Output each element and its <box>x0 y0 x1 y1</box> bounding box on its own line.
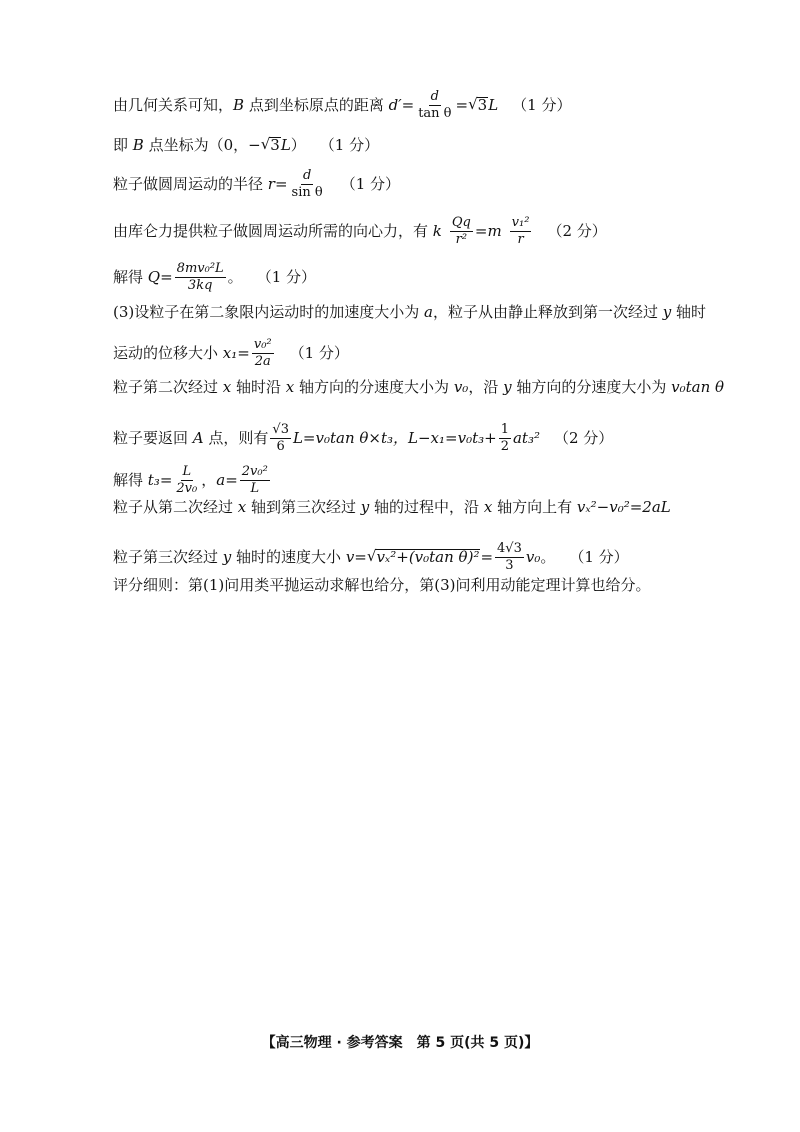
line-return-to-A <box>113 423 613 453</box>
numerator: 2v₀² <box>241 464 268 479</box>
sqrt-expression: √ vₓ²+(v₀tan θ)² <box>366 547 480 567</box>
equation: at₃² <box>512 428 540 447</box>
denominator: L <box>250 480 260 496</box>
points-label: （1 分） <box>340 174 401 193</box>
equals: = <box>354 547 367 566</box>
text: 运动的位移大小 <box>113 343 223 362</box>
var-L: L <box>280 135 291 154</box>
equals: = <box>225 470 238 489</box>
var-m: m <box>487 221 502 240</box>
text: 轴时沿 <box>231 378 286 396</box>
fraction-d-over-tan <box>416 90 453 120</box>
text: 粒子从第二次经过 <box>113 498 238 516</box>
var-x: x <box>285 378 295 396</box>
var-x1: x₁ <box>222 343 238 362</box>
numerator: d <box>430 89 439 104</box>
text: ， <box>201 470 217 489</box>
var-Q: Q <box>147 267 161 286</box>
line-final-speed <box>113 542 629 572</box>
line-displacement-x1 <box>113 338 349 368</box>
expr-v0-tan: v₀tan θ <box>671 378 725 396</box>
text: (3)设粒子在第二象限内运动时的加速度大小为 <box>113 303 425 321</box>
var-x: x <box>237 498 247 516</box>
denominator: tan θ <box>418 105 452 121</box>
var-v0: v₀ <box>453 378 469 396</box>
text: 轴方向的分速度大小为 <box>511 378 672 396</box>
var-y: y <box>662 303 672 321</box>
sqrt-arg: 3 <box>477 96 488 115</box>
denominator: 3 <box>505 557 514 573</box>
var-x: x <box>483 498 493 516</box>
page-footer: 【高三物理 · 参考答案 第 5 页(共 5 页)】 <box>261 1035 539 1051</box>
var-y: y <box>360 498 370 516</box>
fraction-Q-value <box>175 262 226 292</box>
numerator: v₀² <box>253 337 272 352</box>
points-label: （2 分） <box>553 428 614 447</box>
var-a: a <box>216 470 226 489</box>
equals: = <box>455 95 469 114</box>
var-B: B <box>233 95 245 114</box>
equals: = <box>237 343 250 362</box>
numerator: Qq <box>451 215 471 230</box>
text: 粒子第三次经过 <box>113 547 223 566</box>
points-label: （1 分） <box>256 267 316 286</box>
text: 即 <box>113 135 133 154</box>
sqrt-expression: √ 3 <box>260 135 280 154</box>
sqrt-expression: √ 3 <box>468 95 488 115</box>
var-y: y <box>222 547 232 566</box>
numerator: v₁² <box>511 215 530 230</box>
line-part3-setup <box>113 305 706 320</box>
var-x: x <box>222 378 232 396</box>
denominator: 2a <box>254 353 271 369</box>
denominator: 2v₀ <box>176 480 198 496</box>
numerator: 4√3 <box>497 541 522 556</box>
text: ，粒子从由静止释放到第一次经过 <box>432 303 663 321</box>
var-A: A <box>192 428 204 447</box>
text: 由几何关系可知， <box>113 95 234 114</box>
equation: L=v₀tan θ×t₃，L−x₁=v₀t₃+ <box>292 428 497 447</box>
text: 解得 <box>113 267 148 286</box>
numerator: 1 <box>500 422 509 437</box>
text: 。 <box>540 547 556 566</box>
equals: = <box>480 547 494 566</box>
text: 点到坐标原点的距离 <box>244 95 389 114</box>
points-label: （2 分） <box>547 221 607 240</box>
denominator: 2 <box>500 438 509 454</box>
fraction-one-half <box>499 423 511 453</box>
var-L: L <box>488 95 499 114</box>
fraction-v1sq-over-r <box>510 216 532 246</box>
equals: = <box>159 470 173 489</box>
text: ） <box>290 135 306 154</box>
denominator: 3kq <box>187 277 213 293</box>
text: 点，则有 <box>203 428 269 447</box>
fraction-4sqrt3-over-3 <box>495 542 524 572</box>
line-radius <box>113 169 400 199</box>
points-label: （1 分） <box>289 343 349 362</box>
text: 。 <box>227 267 243 286</box>
line-grading-notes <box>113 578 651 593</box>
line-solve-Q <box>113 262 316 292</box>
equals: = <box>401 95 415 114</box>
numerator: d <box>302 168 312 183</box>
numerator: L <box>182 464 192 479</box>
denominator: sin θ <box>291 184 323 200</box>
points-label: （1 分） <box>569 547 629 566</box>
text: 轴时 <box>671 303 707 321</box>
line-velocity-components <box>113 380 724 395</box>
text: 轴的过程中，沿 <box>369 498 484 516</box>
var-v0: v₀ <box>525 547 541 566</box>
text: 轴方向上有 <box>492 498 577 516</box>
text: 解得 <box>113 470 148 489</box>
points-label: （1 分） <box>319 135 380 154</box>
denominator: r <box>517 231 524 247</box>
fraction-x1-value <box>252 338 274 368</box>
denominator: 6 <box>276 438 285 454</box>
text: 粒子要返回 <box>113 428 193 447</box>
var-y: y <box>503 378 512 396</box>
grading-notes-text: 评分细则：第(1)问用类平抛运动求解也给分，第(3)问利用动能定理计算也给分。 <box>113 576 651 594</box>
equals: = <box>474 221 488 240</box>
line-coulomb-force <box>113 216 607 246</box>
var-k: k <box>432 221 442 240</box>
line-kinematics-x <box>113 500 671 515</box>
equals: = <box>274 174 288 193</box>
text: 粒子做圆周运动的半径 <box>113 174 268 193</box>
sqrt-arg: 3 <box>270 136 280 154</box>
var-a: a <box>424 303 433 321</box>
fraction-sqrt3-over-6 <box>270 423 291 453</box>
var-t3: t₃ <box>147 470 160 489</box>
equation: vₓ²−v₀²=2aL <box>576 498 671 516</box>
line-distance-d-prime <box>113 90 571 120</box>
var-r: r <box>267 174 275 193</box>
text: 由库仑力提供粒子做圆周运动所需的向心力，有 <box>113 221 433 240</box>
fraction-Qq-over-r2 <box>450 216 473 246</box>
var-v: v <box>345 547 355 566</box>
text: 轴方向的分速度大小为 <box>294 378 454 396</box>
equals: = <box>160 267 173 286</box>
fraction-d-over-sin <box>290 169 325 199</box>
text: 轴到第三次经过 <box>246 498 361 516</box>
points-label: （1 分） <box>512 95 572 114</box>
var-B: B <box>132 135 144 154</box>
numerator: 8mv₀²L <box>176 261 224 276</box>
text: 轴时的速度大小 <box>231 547 346 566</box>
var-d-prime: d′ <box>388 95 402 114</box>
denominator: r² <box>455 231 468 247</box>
text: ，沿 <box>468 378 504 396</box>
text: 粒子第二次经过 <box>113 378 223 396</box>
fraction-t3-value <box>174 465 199 495</box>
fraction-a-value <box>240 465 270 495</box>
numerator: √3 <box>272 422 289 437</box>
line-b-coordinates <box>113 137 379 153</box>
line-solve-t3-a <box>113 465 272 495</box>
text: 点坐标为（0，− <box>143 135 261 154</box>
sqrt-arg: vₓ²+(v₀tan θ)² <box>376 548 480 567</box>
